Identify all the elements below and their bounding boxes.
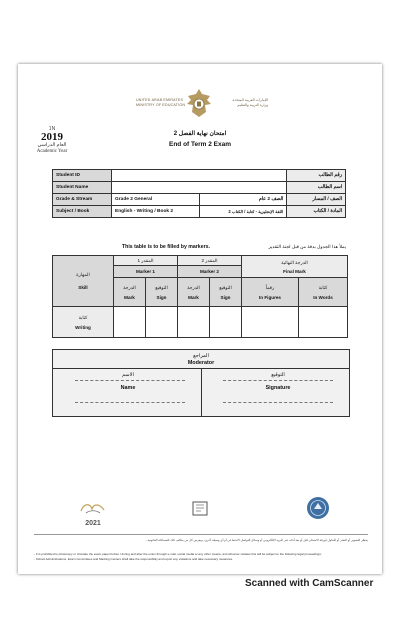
writing-en: Writing xyxy=(75,324,91,330)
table-row xyxy=(53,256,348,266)
name-label-en: Name xyxy=(120,385,136,391)
marker1-header-en: Marker 1 xyxy=(114,265,178,278)
divider xyxy=(201,368,202,416)
exam-title-en: End of Term 2 Exam xyxy=(168,141,231,148)
moderator-title-en: Moderator xyxy=(187,360,215,366)
academic-year-en: Academic Year xyxy=(36,149,68,154)
label-cell: رقم الطالب xyxy=(287,170,346,182)
scanned-exam-page xyxy=(18,64,382,574)
label-cell: المادة / الكتاب xyxy=(287,206,346,218)
m2-mark-header xyxy=(178,278,210,307)
in-figures-header xyxy=(242,278,299,307)
table-row xyxy=(53,170,346,182)
table-row xyxy=(53,206,346,218)
year-logo xyxy=(78,501,108,527)
year: 2019 xyxy=(41,131,63,143)
signature-label-ar: التوقيع xyxy=(271,372,285,378)
logo-year: 2021 xyxy=(85,520,101,527)
value-cell: English - Writing / Book 2 xyxy=(112,206,200,218)
mark-en: Mark xyxy=(124,294,135,300)
calligraphy-logo-icon xyxy=(78,501,108,515)
exam-title-ar: امتحان نهاية الفصل 2 xyxy=(173,131,227,137)
label-cell: الصف / المسار xyxy=(287,194,346,206)
marker2-header-ar: المقدر 2 xyxy=(178,256,242,266)
ministry-en: MINISTRY OF EDUCATION xyxy=(136,103,186,107)
markers-note-ar: يملأ هذا الجدول بدقة من قبل لجنة التقدير xyxy=(268,244,346,249)
figures-en: In Figures xyxy=(259,294,281,300)
skill-header-en: Skill xyxy=(78,285,88,290)
markers-note-en: This table is to be filled by markers. xyxy=(122,244,210,250)
table-row xyxy=(53,182,346,194)
label-cell: Student Name xyxy=(53,182,112,194)
camscanner-watermark: Scanned with CamScanner xyxy=(245,578,374,589)
mark-ar: الدرجة xyxy=(123,284,136,290)
sign-en: Sign xyxy=(220,294,231,300)
writing-skill-cell xyxy=(53,307,114,338)
table-row xyxy=(53,307,348,338)
m2-sign-field[interactable] xyxy=(210,307,242,338)
m2-mark-field[interactable] xyxy=(178,307,210,338)
value-cell: اللغة الإنجليزية - كتابة / الكتاب 2 xyxy=(199,206,287,218)
value-cell: Grade 2 General xyxy=(112,194,200,206)
sign-ar: التوقيع xyxy=(155,284,168,290)
signature-label-en: Signature xyxy=(265,385,291,391)
m2-sign-header xyxy=(210,278,242,307)
name-line[interactable] xyxy=(75,380,185,381)
english-notice-1: - It is prohibited to photocopy or circulate the exam paper before / during and after the exam through e-mail, social media or any other means, and whoever violates this will be subject to the following legal proceedings: xyxy=(34,552,322,556)
mark-en: Mark xyxy=(188,294,199,300)
country-en: UNITED ARAB EMIRATES xyxy=(136,98,184,102)
final-mark-header-ar: الدرجة النهائية xyxy=(281,259,308,265)
footer-rule xyxy=(34,534,368,535)
student-name-field[interactable] xyxy=(112,182,287,194)
student-info-table xyxy=(52,169,346,218)
label-cell: Student ID xyxy=(53,170,112,182)
m1-mark-field[interactable] xyxy=(114,307,146,338)
words-en: In Words xyxy=(313,294,333,300)
writing-ar: كتابة xyxy=(78,314,88,320)
in-words-header xyxy=(299,278,348,307)
year-block xyxy=(28,126,76,155)
m1-sign-field[interactable] xyxy=(146,307,178,338)
figures-ar: رقماً xyxy=(265,284,275,290)
sign-en: Sign xyxy=(156,294,167,300)
signature-write-line[interactable] xyxy=(223,402,333,403)
sign-ar: التوقيع xyxy=(219,284,232,290)
round-seal-logo-icon xyxy=(306,496,330,520)
name-write-line[interactable] xyxy=(75,402,185,403)
skill-header-ar: المهارة xyxy=(76,272,90,277)
value-cell: الصف 2 عام xyxy=(199,194,287,206)
academic-year-ar: العام الدراسي xyxy=(37,143,67,148)
year-prefix: 1N xyxy=(48,126,56,132)
label-cell: اسم الطالب xyxy=(287,182,346,194)
marker1-header-ar: المقدر 1 xyxy=(114,256,178,266)
final-mark-header-en: Final Mark xyxy=(283,268,306,274)
arabic-notice: - يحظر التصوير أو النشر أو التداول لورقة الامتحان قبل أو بعد أدائه عبر البريد الإلكتروني أو وسائل التواصل الاجتماعي أو أي وسيلة أخرى، ويعرض كل من يخالف ذلك للمساءلة القانونية xyxy=(145,538,368,542)
marker2-header-en: Marker 2 xyxy=(178,265,242,278)
final-figures-field[interactable] xyxy=(242,307,299,338)
uae-falcon-emblem-icon xyxy=(184,86,214,120)
signature-line[interactable] xyxy=(223,380,333,381)
table-row xyxy=(53,194,346,206)
moderator-title-ar: المراجع xyxy=(193,353,209,359)
student-id-field[interactable] xyxy=(112,170,287,182)
final-words-field[interactable] xyxy=(299,307,348,338)
book-logo-icon xyxy=(190,500,210,518)
moderator-box xyxy=(52,349,350,417)
words-ar: كتابة xyxy=(318,284,328,290)
m1-sign-header xyxy=(146,278,178,307)
mark-ar: الدرجة xyxy=(187,284,200,290)
label-cell: Grade & Stream xyxy=(53,194,112,206)
m1-mark-header xyxy=(114,278,146,307)
ministry-ar: وزارة التربية والتعليم xyxy=(237,103,268,107)
marks-table xyxy=(52,255,348,338)
english-notice-2: - School Administrations, Exam Committees and Marking Centers shall take the responsibility and report any violations and take necessary measures. xyxy=(34,557,233,561)
country-ar: الإمارات العربية المتحدة xyxy=(232,98,268,102)
final-mark-header xyxy=(242,256,348,278)
label-cell: Subject / Book xyxy=(53,206,112,218)
name-label-ar: الاسم xyxy=(122,372,134,378)
skill-header xyxy=(53,256,114,307)
